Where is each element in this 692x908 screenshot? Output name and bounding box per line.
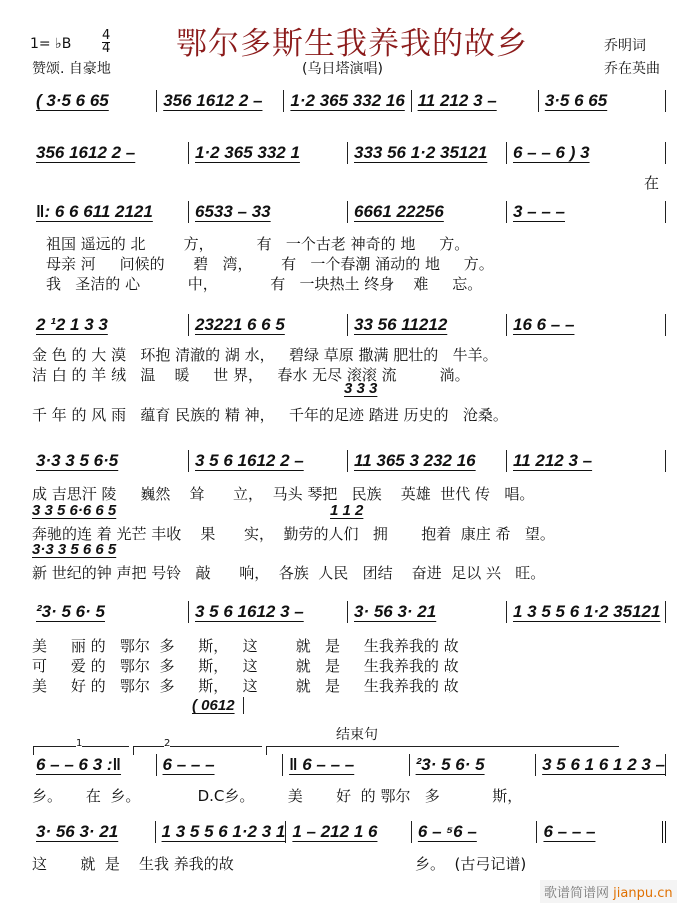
lyric-line: 祖国 遥远的 北 方， 有 一个古老 神奇的 地 方。 bbox=[46, 235, 470, 253]
measure: 3 5 6 1612 3 – bbox=[189, 601, 348, 623]
measure: 11 365 3 232 16 bbox=[348, 450, 507, 472]
composer: 乔在英曲 bbox=[604, 61, 660, 77]
measure: 3 5 6 1612 2 – bbox=[189, 450, 348, 472]
measure: 3 5 6 1 6 1 2 3 – bbox=[536, 754, 666, 776]
lyric-line: 奔驰的连 着 光芒 丰收 果 实， 勤劳的人们 拥 抱着 康庄 希 望。 bbox=[32, 525, 555, 543]
watermark-cn: 歌谱简谱网 bbox=[544, 886, 610, 901]
volta-1-label: 1 bbox=[76, 738, 83, 749]
notation-row-5 bbox=[30, 450, 666, 472]
measure: 1·2 365 332 1 bbox=[189, 142, 348, 164]
notation-row-6 bbox=[30, 601, 666, 623]
lyric-line: 这 就 是 生我 养我的故 乡。 (古弓记谱) bbox=[32, 855, 527, 873]
notation-row-7 bbox=[30, 754, 666, 776]
notation-row-2 bbox=[30, 142, 666, 164]
measure: 6 – – 6 3 :‖ bbox=[30, 754, 157, 776]
lyric-line: 洁 白 的 羊 绒 温 暖 世 界， 春水 无尽 滚滚 流 淌。 bbox=[32, 366, 470, 384]
measure: ²3· 5 6· 5 bbox=[410, 754, 537, 776]
time-signature bbox=[102, 30, 110, 55]
lyric-line: 金 色 的 大 漠 环抱 清澈的 湖 水， 碧绿 草原 撒满 肥壮的 牛羊。 bbox=[32, 346, 498, 364]
measure: 6 – ⁵6 – bbox=[412, 821, 538, 843]
measure: 356 1612 2 – bbox=[157, 90, 284, 112]
measure: 6 – – – bbox=[157, 754, 284, 776]
measure: 3·3 3 5 6·5 bbox=[30, 450, 189, 472]
measure: 16 6 – – bbox=[507, 314, 666, 336]
lyric-line: 千 年 的 风 雨 蕴育 民族的 精 神， 千年的足迹 踏进 历史的 沧桑。 bbox=[32, 406, 508, 424]
lyric-line: 新 世纪的钟 声把 号铃 敲 响， 各族 人民 团结 奋进 足以 兴 旺。 bbox=[32, 564, 546, 582]
measure: 6 – – – bbox=[537, 821, 666, 843]
measure: 1·2 365 332 16 bbox=[284, 90, 411, 112]
alt-notes: 3 3 5 6·6 6 5 bbox=[32, 502, 117, 519]
time-sig-bottom: 4 bbox=[102, 41, 111, 56]
measure: 23221 6 6 5 bbox=[189, 314, 348, 336]
lyric-line: 美 丽 的 鄂尔 多 斯， 这 就 是 生我养我的 故 bbox=[32, 637, 459, 655]
lyricist: 乔明词 bbox=[604, 38, 646, 54]
measure: ( 3·5 6 65 bbox=[30, 90, 157, 112]
alt-notes: 3 3 3 bbox=[344, 380, 378, 397]
alt-notes: 1 1 2 bbox=[330, 502, 364, 519]
measure: 11 212 3 – bbox=[507, 450, 666, 472]
performer: (乌日塔演唱) bbox=[302, 61, 383, 77]
lyric-line: 美 好 的 鄂尔 多 斯， 这 就 是 生我养我的 故 bbox=[32, 677, 459, 695]
measure: ²3· 5 6· 5 bbox=[30, 601, 189, 623]
interlude-notes: ( 0612 bbox=[192, 697, 244, 714]
song-title: 鄂尔多斯生我养我的故乡 bbox=[176, 26, 528, 62]
measure: 33 56 11212 bbox=[348, 314, 507, 336]
measure: 356 1612 2 – bbox=[30, 142, 189, 164]
measure: 6 – – 6 ) 3 bbox=[507, 142, 666, 164]
notation-row-1 bbox=[30, 90, 666, 112]
measure: 6533 – 33 bbox=[189, 201, 348, 223]
measure: 3 – – – bbox=[507, 201, 666, 223]
key-signature: 1= ♭B bbox=[30, 36, 72, 52]
notation-row-8 bbox=[30, 821, 666, 843]
lyric-line: 乡。 在 乡。 D.C乡。 美 好 的 鄂尔 多 斯， bbox=[32, 787, 523, 805]
measure: 333 56 1·2 35121 bbox=[348, 142, 507, 164]
lyric-line: 可 爱 的 鄂尔 多 斯， 这 就 是 生我养我的 故 bbox=[32, 657, 459, 675]
measure: 1 3 5 5 6 1·2 3 1 bbox=[156, 821, 287, 843]
tempo-mood: 赞颂. 自豪地 bbox=[32, 61, 111, 77]
time-sig-top: 4 bbox=[102, 28, 111, 43]
measure: 3· 56 3· 21 bbox=[30, 821, 156, 843]
lyric-line: 母亲 河 问候的 碧 湾， 有 一个春潮 涌动的 地 方。 bbox=[46, 255, 494, 273]
volta-2-label: 2 bbox=[164, 738, 171, 749]
measure: 11 212 3 – bbox=[412, 90, 539, 112]
notation-row-4 bbox=[30, 314, 666, 336]
measure: ‖ 6 – – – bbox=[283, 754, 410, 776]
watermark bbox=[540, 880, 677, 903]
alt-notes: 3·3 3 5 6 6 5 bbox=[32, 541, 117, 558]
measure: 3·5 6 65 bbox=[539, 90, 666, 112]
measure: 1 – 212 1 6 bbox=[286, 821, 412, 843]
ending-label: 结束句 bbox=[336, 727, 378, 743]
measure: 2 ¹2 1 3 3 bbox=[30, 314, 189, 336]
notation-row-3 bbox=[30, 201, 666, 223]
lyric-line: 我 圣洁的 心 中， 有 一块热土 终身 难 忘。 bbox=[46, 275, 483, 293]
lyric-line: 成 吉思汗 陵 巍然 耸 立， 马头 琴把 民族 英雄 世代 传 唱。 bbox=[32, 485, 535, 503]
measure: 1 3 5 5 6 1·2 35121 bbox=[507, 601, 666, 623]
watermark-url: jianpu.cn bbox=[613, 886, 673, 901]
measure: 3· 56 3· 21 bbox=[348, 601, 507, 623]
measure: ‖: 6 6 611 2121 bbox=[30, 201, 189, 223]
lyric-pickup: 在 bbox=[644, 174, 660, 192]
measure: 6661 22256 bbox=[348, 201, 507, 223]
